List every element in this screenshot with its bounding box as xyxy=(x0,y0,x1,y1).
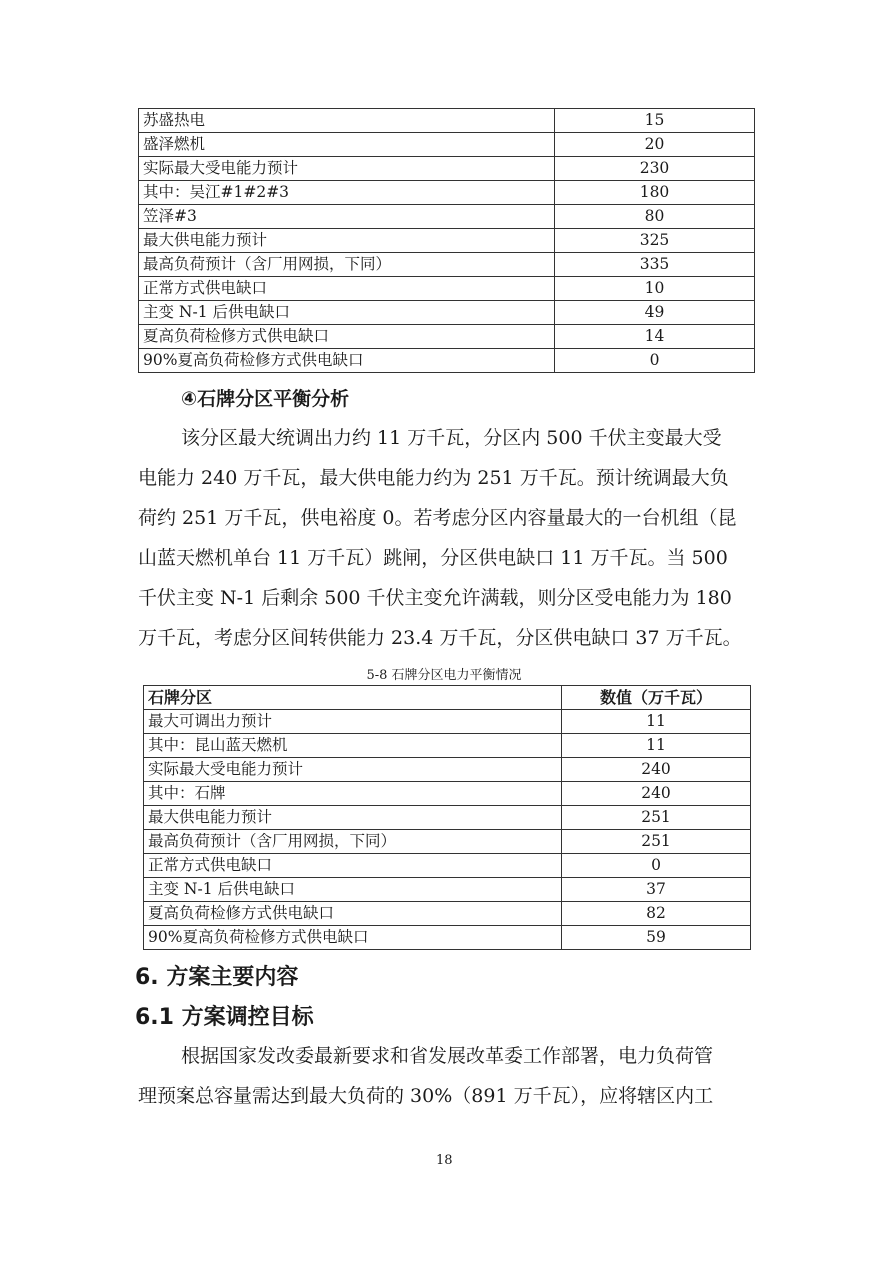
row-label: 最高负荷预计（含厂用网损，下同） xyxy=(144,830,562,854)
paragraph-line: 千伏主变 N-1 后剩余 500 千伏主变允许满载，则分区受电能力为 180 xyxy=(138,587,732,609)
section-heading-shipai: ④石牌分区平衡分析 xyxy=(181,388,350,410)
row-value: 49 xyxy=(555,301,755,325)
row-label: 夏高负荷检修方式供电缺口 xyxy=(139,325,555,349)
row-label: 笠泽#3 xyxy=(139,205,555,229)
row-label: 90%夏高负荷检修方式供电缺口 xyxy=(144,926,562,950)
row-value: 0 xyxy=(555,349,755,373)
section-heading-6: 6. 方案主要内容 xyxy=(135,965,299,990)
row-value: 14 xyxy=(555,325,755,349)
row-value: 240 xyxy=(562,782,751,806)
header-label: 石牌分区 xyxy=(144,686,562,710)
row-value: 251 xyxy=(562,830,751,854)
header-value: 数值（万千瓦） xyxy=(562,686,751,710)
row-label: 其中：昆山蓝天燃机 xyxy=(144,734,562,758)
row-label: 正常方式供电缺口 xyxy=(139,277,555,301)
row-label: 90%夏高负荷检修方式供电缺口 xyxy=(139,349,555,373)
table-row xyxy=(144,710,751,734)
table-row xyxy=(144,926,751,950)
page-number: 18 xyxy=(436,1153,453,1168)
table-row xyxy=(139,349,755,373)
row-value: 180 xyxy=(555,181,755,205)
row-value: 59 xyxy=(562,926,751,950)
row-label: 夏高负荷检修方式供电缺口 xyxy=(144,902,562,926)
section-heading-6-1: 6.1 方案调控目标 xyxy=(135,1005,314,1030)
table-row xyxy=(139,301,755,325)
row-label: 主变 N-1 后供电缺口 xyxy=(139,301,555,325)
row-label: 最大可调出力预计 xyxy=(144,710,562,734)
table-row xyxy=(139,181,755,205)
row-label: 实际最大受电能力预计 xyxy=(144,758,562,782)
row-value: 0 xyxy=(562,854,751,878)
row-label: 正常方式供电缺口 xyxy=(144,854,562,878)
table-row xyxy=(139,325,755,349)
row-value: 325 xyxy=(555,229,755,253)
table-header-row xyxy=(144,686,751,710)
table-row xyxy=(144,758,751,782)
row-value: 11 xyxy=(562,734,751,758)
row-value: 230 xyxy=(555,157,755,181)
paragraph-line: 万千瓦，考虑分区间转供能力 23.4 万千瓦，分区供电缺口 37 万千瓦。 xyxy=(138,627,742,649)
row-label: 主变 N-1 后供电缺口 xyxy=(144,878,562,902)
row-label: 最高负荷预计（含厂用网损，下同） xyxy=(139,253,555,277)
row-value: 15 xyxy=(555,109,755,133)
row-value: 82 xyxy=(562,902,751,926)
table-row xyxy=(144,854,751,878)
row-label: 其中：吴江#1#2#3 xyxy=(139,181,555,205)
table-row xyxy=(144,830,751,854)
table-row xyxy=(139,109,755,133)
row-value: 240 xyxy=(562,758,751,782)
table-row xyxy=(144,902,751,926)
table-row xyxy=(139,133,755,157)
row-value: 251 xyxy=(562,806,751,830)
paragraph-line: 该分区最大统调出力约 11 万千瓦，分区内 500 千伏主变最大受 xyxy=(181,427,722,449)
paragraph-line: 理预案总容量需达到最大负荷的 30%（891 万千瓦），应将辖区内工 xyxy=(138,1085,714,1107)
row-label: 苏盛热电 xyxy=(139,109,555,133)
row-value: 11 xyxy=(562,710,751,734)
row-label: 最大供电能力预计 xyxy=(139,229,555,253)
table-row xyxy=(144,878,751,902)
table-row xyxy=(139,229,755,253)
table-row xyxy=(139,277,755,301)
paragraph-line: 电能力 240 万千瓦，最大供电能力约为 251 万千瓦。预计统调最大负 xyxy=(138,467,729,489)
table-row xyxy=(144,806,751,830)
row-label: 实际最大受电能力预计 xyxy=(139,157,555,181)
row-value: 10 xyxy=(555,277,755,301)
paragraph-line: 山蓝天燃机单台 11 万千瓦）跳闸，分区供电缺口 11 万千瓦。当 500 xyxy=(138,547,728,569)
row-label: 最大供电能力预计 xyxy=(144,806,562,830)
paragraph-line: 荷约 251 万千瓦，供电裕度 0。若考虑分区内容量最大的一台机组（昆 xyxy=(138,507,737,529)
table-top xyxy=(138,108,755,373)
table-caption: 5-8 石牌分区电力平衡情况 xyxy=(366,668,522,683)
table-row xyxy=(144,782,751,806)
table-shipai xyxy=(143,685,751,950)
row-value: 20 xyxy=(555,133,755,157)
paragraph-line: 根据国家发改委最新要求和省发展改革委工作部署，电力负荷管 xyxy=(181,1045,714,1067)
row-label: 其中：石牌 xyxy=(144,782,562,806)
row-value: 37 xyxy=(562,878,751,902)
table-row xyxy=(139,205,755,229)
table-row xyxy=(139,253,755,277)
row-value: 80 xyxy=(555,205,755,229)
table-row xyxy=(144,734,751,758)
row-label: 盛泽燃机 xyxy=(139,133,555,157)
row-value: 335 xyxy=(555,253,755,277)
table-row xyxy=(139,157,755,181)
